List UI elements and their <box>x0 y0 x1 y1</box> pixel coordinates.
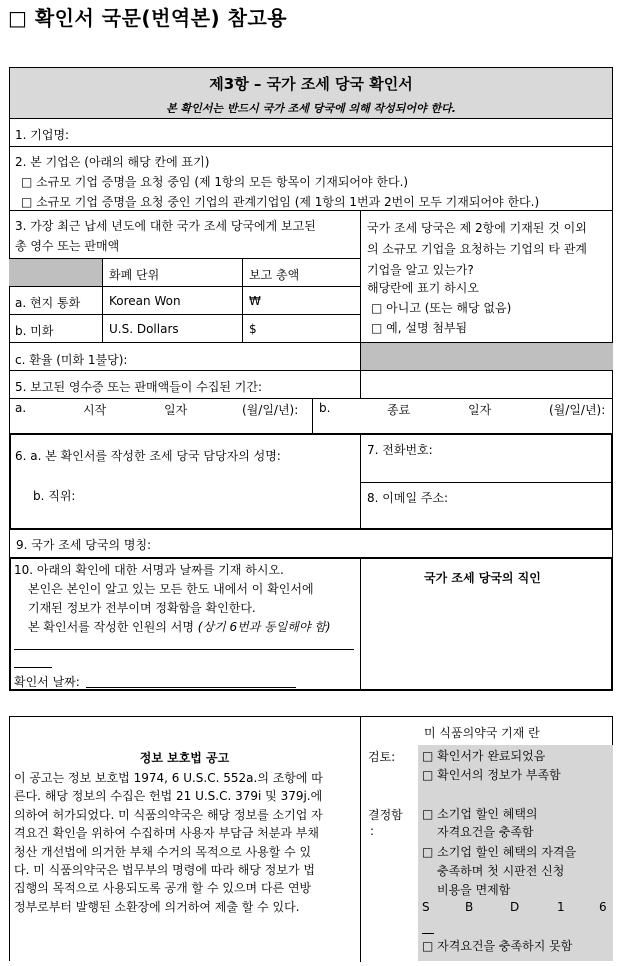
exchange-rate-shaded-cell <box>360 342 613 370</box>
affiliate-question-line2: 의 소규모 기업을 요청하는 기업의 타 관계 <box>367 242 587 256</box>
decision-colon: : <box>370 824 375 838</box>
official-name-label: 6. a. 본 확인서를 작성한 조세 당국 담당자의 성명: <box>15 449 281 463</box>
certification-divider <box>360 559 361 689</box>
exchange-rate-row <box>9 342 360 370</box>
affiliate-question-line3: 기업을 알고 있는가? <box>367 263 474 277</box>
tax-authority-name-row <box>9 530 613 558</box>
collection-period-label: 5. 보고된 영수증 또는 판매액들이 수집된 기간: <box>15 380 263 394</box>
receipts-label-line2: 총 영수 또는 판매액 <box>15 239 120 253</box>
email-label: 8. 이메일 주소: <box>367 491 449 505</box>
usd-currency-cell <box>102 314 242 342</box>
small-business-option[interactable]: □ 소규모 기업 증명을 요청 중임 (제 1항의 모든 항목이 기재되어야 한다.) <box>21 175 409 189</box>
won-symbol: ₩ <box>249 294 261 308</box>
certification-line1: 10. 아래의 확인에 대한 서명과 날짜를 기재 하시오. <box>14 563 284 577</box>
start-date-word: 일자 <box>164 403 188 417</box>
receipts-label-line1: 3. 가장 최근 납세 년도에 대한 국가 조세 당국에게 보고된 <box>15 219 316 233</box>
collection-period-blank <box>360 370 613 398</box>
certification-date-line[interactable] <box>86 687 296 688</box>
short-rule <box>14 667 52 668</box>
sbd-number-field[interactable] <box>422 900 612 918</box>
fda-use-heading: 미 식품의약국 기재 란 <box>424 726 540 740</box>
local-currency-label: a. 현지 통화 <box>15 296 81 310</box>
not-qualified-option[interactable]: □ 자격요건을 충족하지 못함 <box>422 939 573 953</box>
sbd-char: B <box>465 900 474 914</box>
local-currency-cell <box>102 286 242 314</box>
section-receipts <box>9 210 360 258</box>
start-date-format: (월/일/년): <box>242 403 299 417</box>
tax-authority-name-label: 9. 국가 조세 당국의 명칭: <box>16 538 152 552</box>
affiliate-question-box <box>360 210 613 342</box>
end-date-field[interactable] <box>312 398 613 434</box>
bottom-divider <box>360 717 361 962</box>
affiliate-question-line1: 국가 조세 당국은 제 2항에 기재된 것 이외 <box>367 221 587 235</box>
sbd-char: 1 <box>557 900 565 914</box>
certification-line2: 본인은 본인이 알고 있는 모든 한도 내에서 이 확인서에 <box>28 582 314 596</box>
affiliate-yes-option[interactable]: □ 예, 설명 첨부됨 <box>371 321 468 335</box>
privacy-notice <box>9 716 360 961</box>
start-date-field[interactable] <box>9 398 312 434</box>
start-date-prefix: a. <box>15 401 27 415</box>
section-company-type <box>9 146 613 210</box>
usd-total-field[interactable] <box>242 314 360 342</box>
privacy-line: 정부로부터 발행된 소환장에 의거하여 제출 할 수 있다. <box>14 899 300 914</box>
review-label: 검토: <box>368 750 396 764</box>
local-currency-value: Korean Won <box>109 294 181 308</box>
privacy-line: 다. 미 식품의약국은 법무부의 명령에 따라 해당 정보가 법 <box>14 863 315 878</box>
privacy-line: 격요건 확인을 위하여 수집하며 사용자 부담금 처분과 부채 <box>14 826 319 841</box>
certification-line3: 기재된 정보가 전부이며 정확함을 확인한다. <box>28 601 256 615</box>
official-contact-box <box>9 433 613 530</box>
signature-label: 본 확인서를 작성한 인원의 서명 <box>28 620 194 634</box>
table-corner-cell <box>9 258 102 286</box>
sbd-char: 6 <box>599 900 607 914</box>
privacy-line: 이 공고는 정보 보호법 1974, 6 U.S.C. 552a.의 조항에 따 <box>14 771 323 785</box>
certification-date-label: 확인서 날짜: <box>14 675 80 689</box>
currency-header: 화폐 단위 <box>109 268 160 282</box>
review-complete-option[interactable]: □ 확인서가 완료되었음 <box>422 749 546 763</box>
section-company-name <box>9 118 613 146</box>
form-subtitle: 본 확인서는 반드시 국가 조세 당국에 의해 작성되어야 한다. <box>166 102 456 115</box>
sbd-char: S <box>422 900 430 914</box>
end-date-word: 일자 <box>468 403 492 417</box>
privacy-line: 른다. 해당 정보의 수집은 헌법 21 U.S.C. 379i 및 379j.에 <box>14 789 323 804</box>
contact-hdivider <box>360 482 611 483</box>
official-title-label: b. 직위: <box>33 489 76 503</box>
phone-label: 7. 전화번호: <box>367 443 433 457</box>
total-header: 보고 총액 <box>249 268 300 282</box>
signature-note: (상기 6번과 동일해야 함) <box>197 620 331 634</box>
end-date-prefix: b. <box>319 401 331 415</box>
qualifies-option[interactable]: □ 소기업 할인 혜택의 <box>422 807 538 821</box>
certification-box <box>9 557 613 691</box>
privacy-line: 의하여 허가되었다. 미 식품의약국은 해당 정보를 소기업 자 <box>14 807 323 822</box>
affiliate-no-option[interactable]: □ 아니고 (또는 해당 없음) <box>371 301 512 315</box>
sbd-underline <box>422 933 434 934</box>
usd-label: b. 미화 <box>15 324 54 338</box>
signature-line[interactable] <box>14 649 354 650</box>
sbd-char: D <box>510 900 520 914</box>
page-title: □ 확인서 국문(번역본) 참고용 <box>8 6 288 30</box>
collection-period-row <box>9 370 360 398</box>
form-title: 제3항 – 국가 조세 당국 확인서 <box>209 75 413 93</box>
usd-row-label <box>9 314 102 342</box>
waiver-option[interactable]: □ 소기업 할인 혜택의 자격을 <box>422 845 577 859</box>
company-type-label: 2. 본 기업은 (아래의 해당 칸에 표기) <box>15 155 210 169</box>
total-header-cell <box>242 258 360 286</box>
privacy-notice-body <box>14 769 359 916</box>
currency-header-cell <box>102 258 242 286</box>
privacy-notice-title: 정보 보호법 공고 <box>139 751 230 765</box>
form-header <box>9 67 613 119</box>
affiliate-question-line4: 해당란에 표기 하시오 <box>367 281 479 295</box>
local-currency-row-label <box>9 286 102 314</box>
waiver-option-line2: 충족하며 첫 시판전 신청 <box>437 864 565 878</box>
qualifies-option-line2: 자격요건을 충족함 <box>437 825 534 839</box>
usd-currency-value: U.S. Dollars <box>109 322 179 336</box>
end-date-label: 종료 <box>387 403 411 417</box>
decision-label: 결정함 <box>368 808 403 822</box>
local-total-field[interactable] <box>242 286 360 314</box>
waiver-option-line3: 비용을 면제함 <box>437 883 511 897</box>
dollar-symbol: $ <box>249 322 257 336</box>
end-date-format: (월/일/년): <box>549 403 606 417</box>
official-seal-label: 국가 조세 당국의 직인 <box>424 571 541 585</box>
privacy-line: 집행의 목적으로 사용되도록 공개 할 수 있으며 다른 연방 <box>14 881 312 896</box>
privacy-line: 청산 개선법에 의거한 부채 수거의 목적으로 사용할 수 있 <box>14 844 312 859</box>
affiliate-option[interactable]: □ 소규모 기업 증명을 요청 중인 기업의 관계기업임 (제 1항의 1번과 2번이 모두 기재되어야 한다.) <box>21 195 540 209</box>
start-date-label: 시작 <box>83 403 107 417</box>
review-incomplete-option[interactable]: □ 확인서의 정보가 부족함 <box>422 768 561 782</box>
exchange-rate-label: c. 환율 (미화 1불당): <box>15 353 128 367</box>
company-name-label: 1. 기업명: <box>15 128 70 142</box>
